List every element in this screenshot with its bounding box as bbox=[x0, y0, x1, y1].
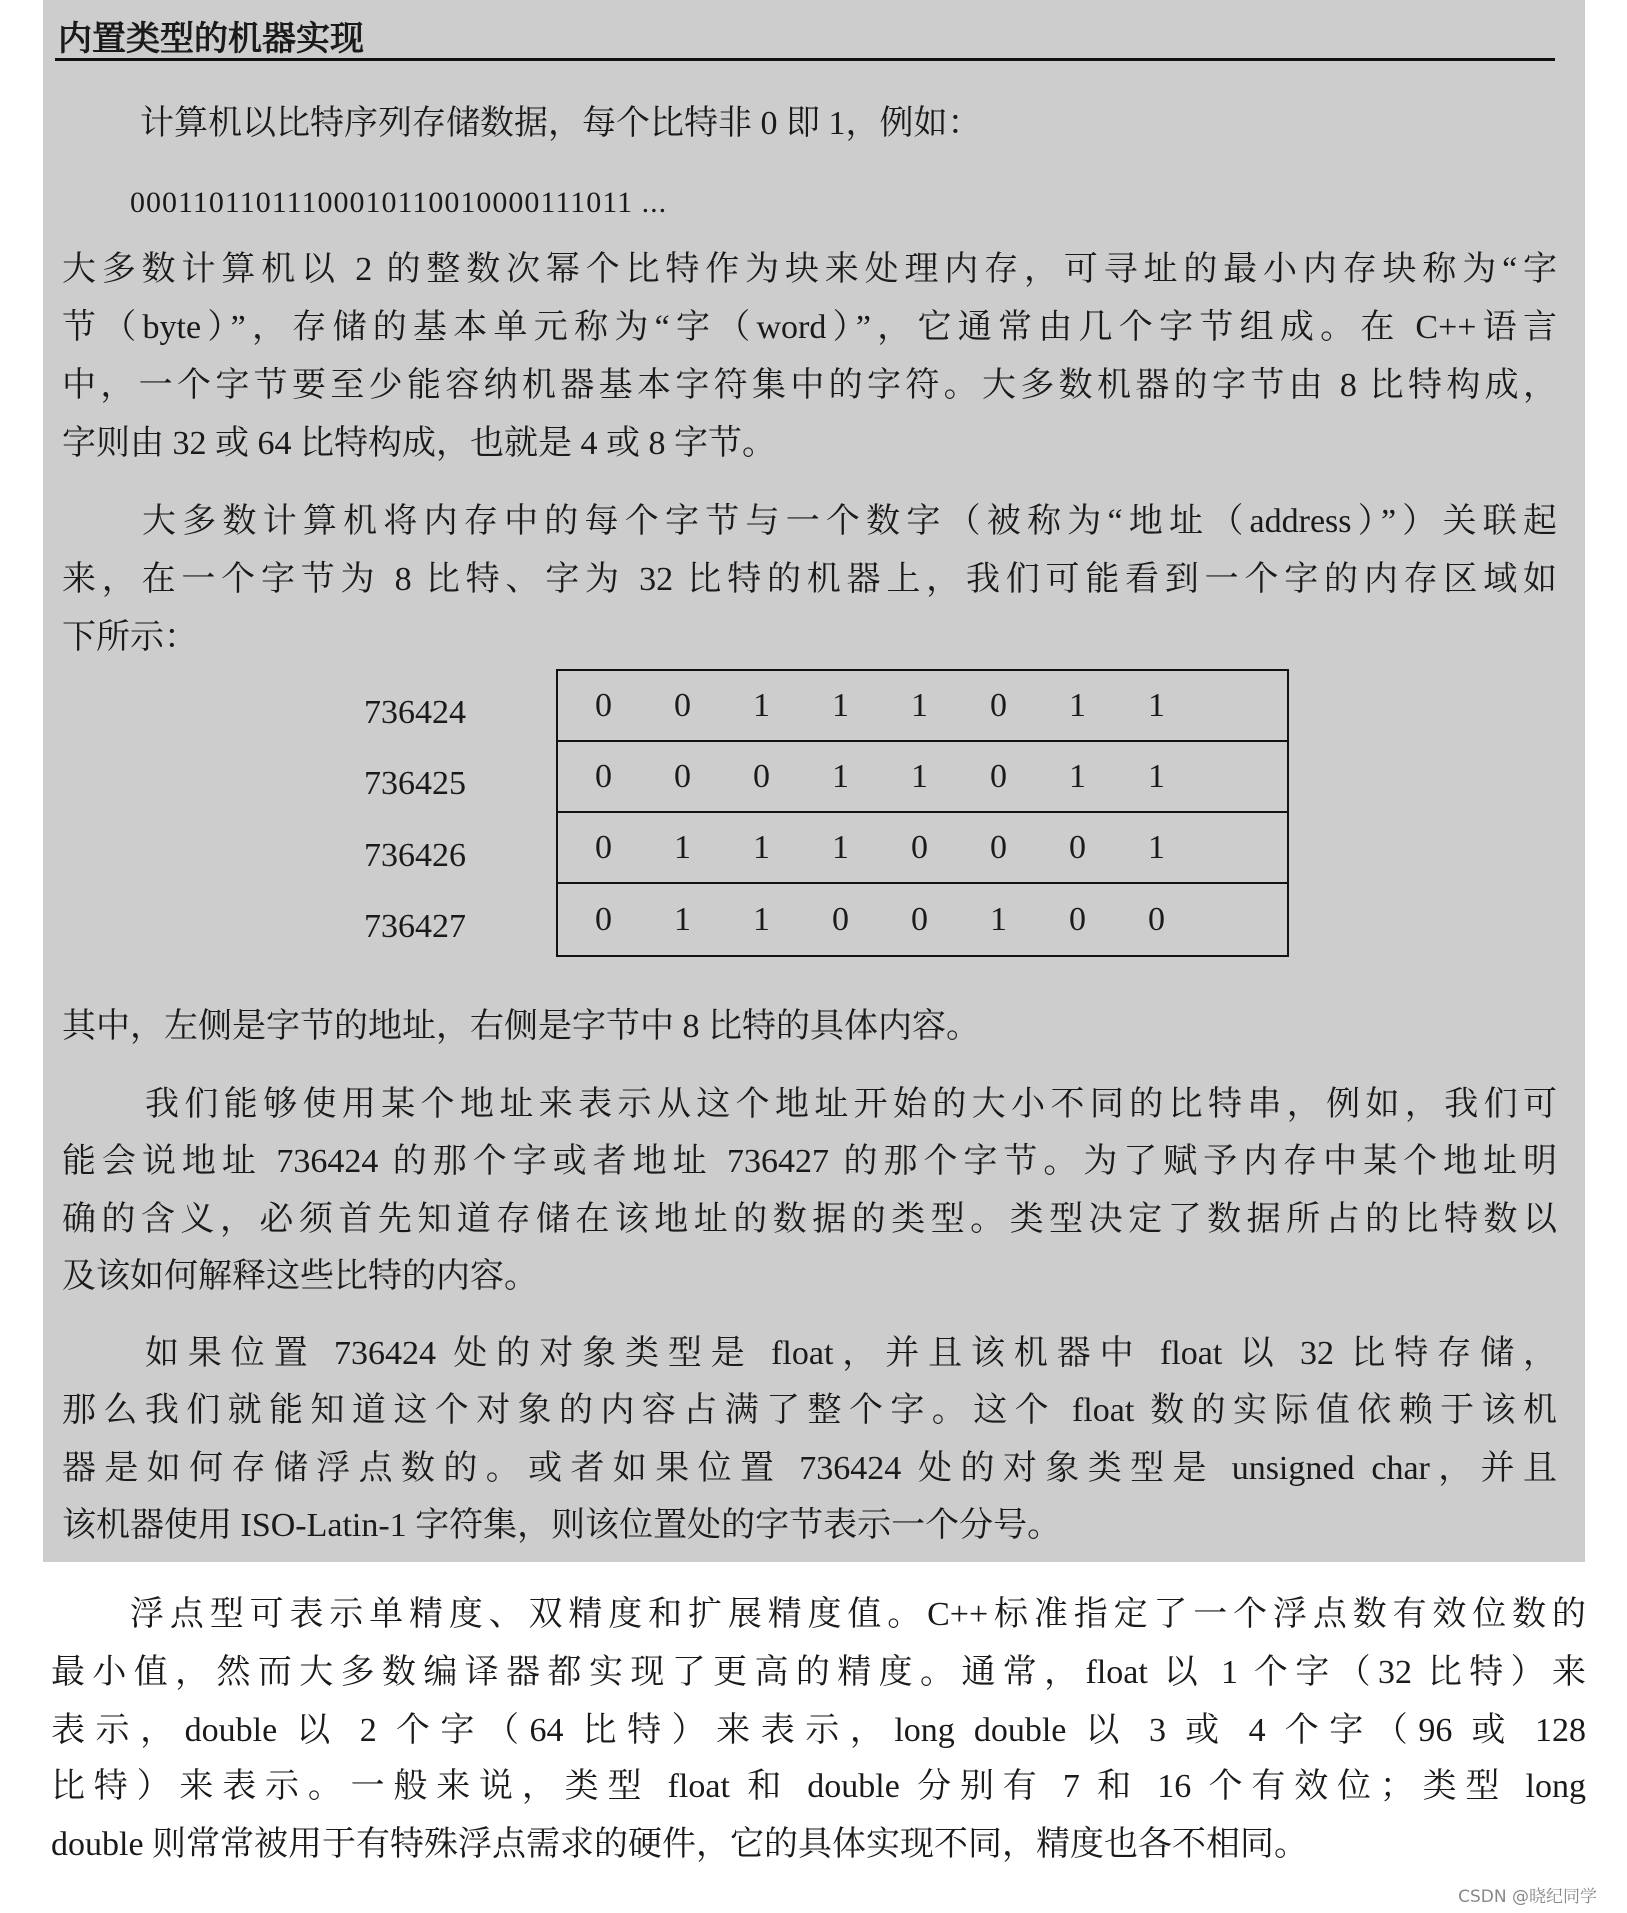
bit-cell: 1 bbox=[753, 900, 770, 938]
table-row bbox=[558, 884, 1287, 955]
address-label: 736425 bbox=[364, 765, 466, 802]
paragraph-2-line: 大多数计算机以 2 的整数次幂个比特作为块来处理内存，可寻址的最小内存块称为“字 bbox=[62, 251, 1557, 288]
bit-cell: 0 bbox=[1069, 900, 1086, 938]
bit-cell: 1 bbox=[911, 757, 928, 795]
bit-cell: 1 bbox=[832, 686, 849, 724]
bit-cells bbox=[558, 758, 1196, 796]
address-label: 736424 bbox=[364, 694, 466, 731]
bit-cell: 1 bbox=[1148, 757, 1165, 795]
memory-table bbox=[556, 669, 1289, 957]
body-line: 最小值，然而大多数编译器都实现了更高的精度。通常，float 以 1 个字（32 比特）来 bbox=[51, 1654, 1586, 1691]
paragraph-2-line: 字则由 32 或 64 比特构成，也就是 4 或 8 字节。 bbox=[62, 425, 776, 462]
section-heading: 内置类型的机器实现 bbox=[58, 21, 364, 58]
bit-cell: 1 bbox=[1148, 686, 1165, 724]
paragraph-6-line: 器是如何存储浮点数的。或者如果位置 736424 处的对象类型是 unsigned char，并且 bbox=[62, 1450, 1557, 1487]
paragraph-6-line: 该机器使用 ISO-Latin-1 字符集，则该位置处的字节表示一个分号。 bbox=[62, 1507, 1062, 1544]
address-label: 736427 bbox=[364, 908, 466, 945]
paragraph-6-line: 如果位置 736424 处的对象类型是 float，并且该机器中 float 以 32 比特存储， bbox=[145, 1335, 1557, 1372]
bit-cell: 1 bbox=[832, 828, 849, 866]
bit-cell: 1 bbox=[674, 900, 691, 938]
bit-cell: 0 bbox=[595, 686, 612, 724]
binary-sequence: 00011011011100010110010000111011 ... bbox=[130, 186, 668, 219]
watermark: CSDN @晓纪同学 bbox=[1458, 1887, 1597, 1907]
bit-cell: 1 bbox=[990, 900, 1007, 938]
bit-cells bbox=[558, 901, 1196, 939]
paragraph-5-line: 我们能够使用某个地址来表示从这个地址开始的大小不同的比特串，例如，我们可 bbox=[145, 1086, 1557, 1123]
bit-cell: 0 bbox=[753, 757, 770, 795]
bit-cell: 0 bbox=[1148, 900, 1165, 938]
body-line: double 则常常被用于有特殊浮点需求的硬件，它的具体实现不同，精度也各不相同。 bbox=[51, 1826, 1309, 1863]
heading-rule bbox=[55, 58, 1555, 61]
bit-cell: 1 bbox=[674, 828, 691, 866]
bit-cell: 0 bbox=[990, 757, 1007, 795]
address-label: 736426 bbox=[364, 837, 466, 874]
paragraph-2-line: 中，一个字节要至少能容纳机器基本字符集中的字符。大多数机器的字节由 8 比特构成， bbox=[62, 367, 1557, 404]
bit-cells bbox=[558, 687, 1196, 725]
paragraph-3-line: 下所示： bbox=[62, 619, 198, 656]
table-row bbox=[558, 813, 1287, 884]
paragraph-5-line: 能会说地址 736424 的那个字或者地址 736427 的那个字节。为了赋予内存中某个地址明 bbox=[62, 1143, 1557, 1180]
bit-cell: 0 bbox=[674, 686, 691, 724]
paragraph-4: 其中，左侧是字节的地址，右侧是字节中 8 比特的具体内容。 bbox=[62, 1008, 980, 1045]
bit-cell: 0 bbox=[595, 828, 612, 866]
paragraph-3-line: 大多数计算机将内存中的每个字节与一个数字（被称为“地址（address）”）关联起 bbox=[142, 503, 1557, 540]
bit-cell: 0 bbox=[990, 686, 1007, 724]
paragraph-5-line: 及该如何解释这些比特的内容。 bbox=[62, 1258, 538, 1295]
bit-cell: 0 bbox=[674, 757, 691, 795]
bit-cell: 0 bbox=[595, 757, 612, 795]
bit-cell: 1 bbox=[1069, 757, 1086, 795]
bit-cell: 0 bbox=[1069, 828, 1086, 866]
bit-cell: 0 bbox=[990, 828, 1007, 866]
bit-cell: 0 bbox=[595, 900, 612, 938]
paragraph-6-line: 那么我们就能知道这个对象的内容占满了整个字。这个 float 数的实际值依赖于该机 bbox=[62, 1392, 1557, 1429]
bit-cell: 1 bbox=[832, 757, 849, 795]
paragraph-3-line: 来，在一个字节为 8 比特、字为 32 比特的机器上，我们可能看到一个字的内存区域如 bbox=[62, 561, 1557, 598]
table-row bbox=[558, 671, 1287, 742]
body-line: 比特）来表示。一般来说，类型 float 和 double 分别有 7 和 16 个有效位；类型 long bbox=[51, 1768, 1586, 1805]
body-line: 表示，double 以 2 个字（64 比特）来表示，long double 以 3 或 4 个字（96 或 128 bbox=[51, 1712, 1586, 1749]
paragraph-2-line: 节（byte）”，存储的基本单元称为“字（word）”，它通常由几个字节组成。在 C++语言 bbox=[62, 309, 1557, 346]
bit-cell: 0 bbox=[911, 900, 928, 938]
paragraph-1: 计算机以比特序列存储数据，每个比特非 0 即 1，例如： bbox=[140, 105, 982, 142]
body-line: 浮点型可表示单精度、双精度和扩展精度值。C++标准指定了一个浮点数有效位数的 bbox=[130, 1596, 1586, 1633]
paragraph-5-line: 确的含义，必须首先知道存储在该地址的数据的类型。类型决定了数据所占的比特数以 bbox=[62, 1201, 1557, 1238]
bit-cell: 0 bbox=[832, 900, 849, 938]
bit-cell: 1 bbox=[753, 686, 770, 724]
bit-cell: 1 bbox=[753, 828, 770, 866]
table-row bbox=[558, 742, 1287, 813]
bit-cells bbox=[558, 829, 1196, 867]
bit-cell: 1 bbox=[1069, 686, 1086, 724]
bit-cell: 1 bbox=[911, 686, 928, 724]
bit-cell: 0 bbox=[911, 828, 928, 866]
bit-cell: 1 bbox=[1148, 828, 1165, 866]
